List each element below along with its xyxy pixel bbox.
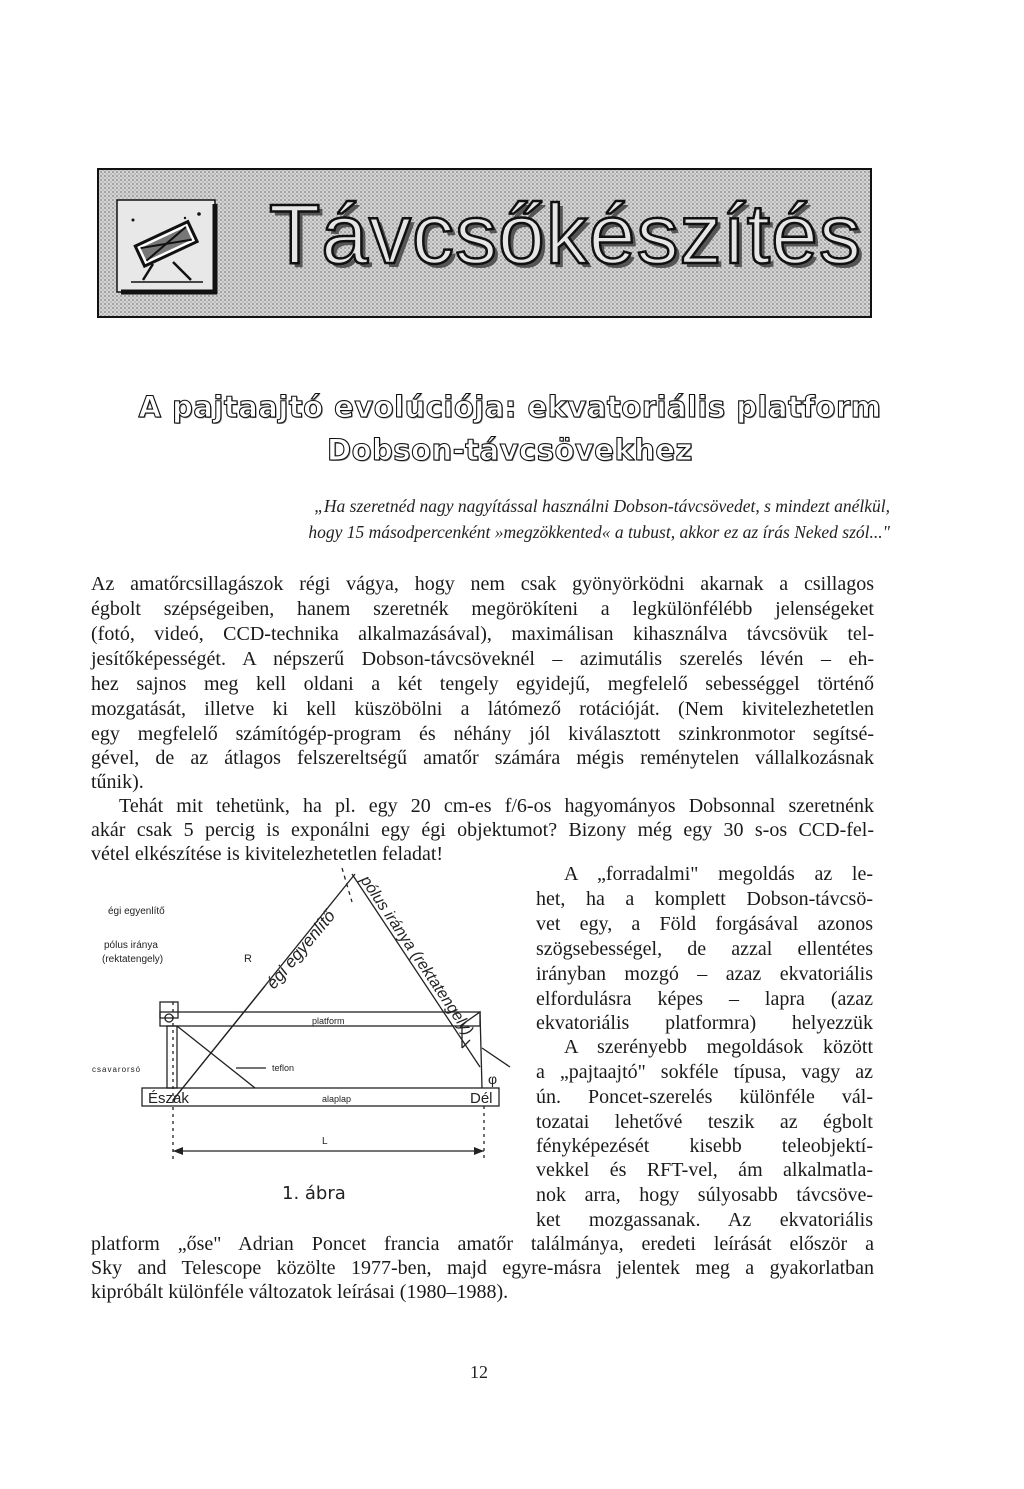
body-line: platform „őse" Adrian Poncet francia amatőr találmánya, eredeti leírását először a xyxy=(91,1233,874,1255)
body-line: tűnik). xyxy=(91,771,144,793)
column-line: ekvatoriális platformra) helyezzük xyxy=(536,1012,873,1034)
polar-ray-segment xyxy=(173,986,265,1100)
body-line: Sky and Telescope közölte 1977-ben, majd egyre-másra jelentek meg a gyakorlatban xyxy=(91,1257,874,1279)
column-line: nok arra, hogy súlyosabb távcsöve- xyxy=(536,1184,873,1206)
column-line: A szerényebb megoldások között xyxy=(564,1036,873,1058)
telescope-icon xyxy=(113,198,221,296)
intro-quote-line: „Ha szeretnéd nagy nagyítással használni Dobson-távcsövedet, s mindezt anélkül, xyxy=(314,496,890,516)
column-line: fényképezését kisebb teleobjektí- xyxy=(536,1135,873,1157)
body-line: gével, de az átlagos felszereltségű amatőr számára mégis reménytelen vállalkozásnak xyxy=(91,747,874,769)
body-line: égbolt szépségeiben, hanem szeretnék megörökíteni a legkülönfélébb jelenségeket xyxy=(91,598,874,620)
body-line: egy megfelelő számítógép-program és néhány jól kiválasztott szinkronmotor segítsé- xyxy=(91,723,874,745)
column-line: irányban mozgó – azaz ekvatoriális xyxy=(536,963,873,985)
column-line: ket mozgassanak. Az ekvatoriális xyxy=(536,1209,873,1231)
body-line: kipróbált különféle változatok leírásai (1980–1988). xyxy=(91,1281,509,1303)
body-line: jesítőképességét. A népszerű Dobson-távcsöveknél – azimutális szerelés lévén – eh- xyxy=(91,648,874,670)
label-teflon: teflon xyxy=(272,1063,295,1073)
label-platform: platform xyxy=(312,1016,345,1026)
label-rektatengely: (rektatengely) xyxy=(102,954,164,965)
label-polus-iranya: pólus iránya xyxy=(104,940,158,951)
body-line: Az amatőrcsillagászok régi vágya, hogy nem csak gyönyörködni akarnak a csillagos xyxy=(91,573,874,595)
column-line: elfordulásra képes – lapra (azaz xyxy=(536,988,873,1010)
label-csavarorso: csavarorsó xyxy=(92,1065,142,1074)
body-line: akár csak 5 percig is exponálni egy égi objektumot? Bizony még egy 30 s-os CCD-fel- xyxy=(91,819,874,841)
body-line: (fotó, videó, CCD-technika alkalmazásával), maximálisan kihasználva távcsövük tel- xyxy=(91,623,874,645)
article-subtitle: Dobson-távcsövekhez xyxy=(327,433,693,467)
column-line: het, ha a komplett Dobson-távcsö- xyxy=(536,888,873,910)
column-line: a „pajtaajtó" sokféle típusa, vagy az xyxy=(536,1061,873,1083)
label-R: R xyxy=(244,953,252,965)
label-egi-egyenlito: égi egyenlítő xyxy=(108,906,165,917)
label-del: Dél xyxy=(470,1090,493,1107)
label-L: L xyxy=(322,1136,328,1147)
left-support xyxy=(167,1026,177,1088)
axis-dashed xyxy=(342,868,352,902)
page-number: 12 xyxy=(470,1362,488,1382)
bracket-box xyxy=(160,1002,178,1018)
label-diagonal-polar: pólus iránya (rektatengely) xyxy=(356,872,477,1039)
column-line: szögsebességel, de azzal ellentétes xyxy=(536,938,873,960)
column-line: ún. Poncet-szerelés különféle vál- xyxy=(536,1086,873,1108)
article-title: A pajtaajtó evolúciója: ekvatoriális platform xyxy=(138,390,882,424)
label-diagonal-equator: égi egyenlítő xyxy=(262,906,340,993)
column-line: tozatai lehetővé teszik az égbolt xyxy=(536,1111,873,1133)
body-line: hez sajnos meg kell oldani a két tengely egyidejű, megfelelő sebességgel történő xyxy=(91,673,874,695)
column-line: vet egy, a Föld forgásával azonos xyxy=(536,913,873,935)
section-banner xyxy=(97,168,872,318)
intro-quote-line: hogy 15 másodpercenként »megzökkented« a tubust, akkor ez az írás Neked szól..." xyxy=(308,522,890,542)
column-line: A „forradalmi" megoldás az le- xyxy=(564,863,873,885)
label-phi: φ xyxy=(488,1071,498,1087)
body-line: Tehát mit tehetünk, ha pl. egy 20 cm-es f/6-os hagyományos Dobsonnal szeretnénk xyxy=(119,795,874,817)
body-line: vétel elkészítése is kivitelezhetetlen feladat! xyxy=(91,843,444,865)
label-alaplap: alaplap xyxy=(322,1094,352,1104)
figure-caption: 1. ábra xyxy=(282,1183,346,1204)
section-title: Távcsőkészítés xyxy=(269,187,862,281)
base-board xyxy=(142,1088,499,1106)
label-eszak: Észak xyxy=(148,1090,189,1107)
figure-diagram xyxy=(90,862,530,1202)
body-line: mozgatását, illetve ki kell küszöbölni a látómező rotációját. (Nem kivitelezhetetlen xyxy=(91,698,874,720)
left-brace xyxy=(177,1026,255,1088)
column-line: vekkel és RFT-vel, ám alkalmatla- xyxy=(536,1159,873,1181)
